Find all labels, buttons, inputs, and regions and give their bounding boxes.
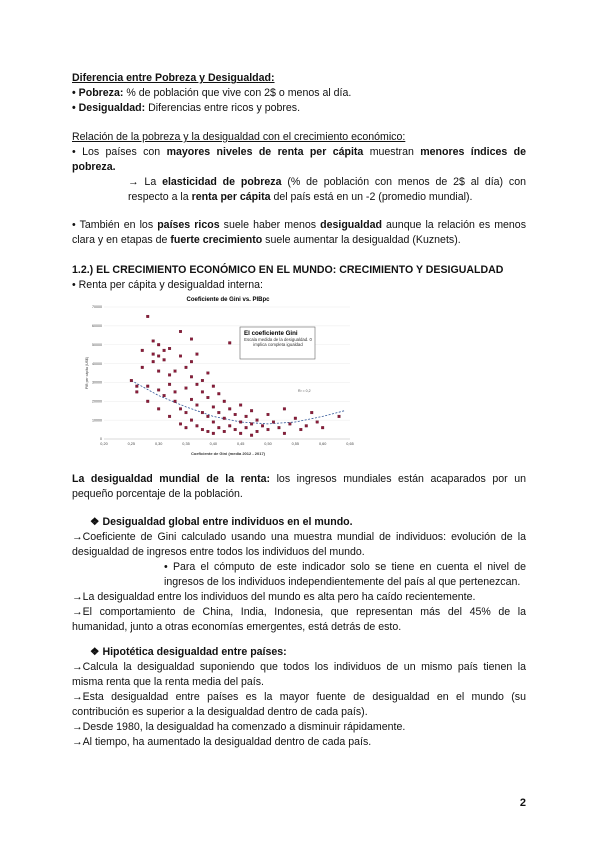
data-point (196, 425, 199, 428)
data-point (163, 359, 166, 362)
inequality-definition: • Desigualdad: Diferencias entre ricos y pobres. (72, 102, 301, 114)
hypothetical-country-inequality (72, 645, 526, 750)
data-point (261, 425, 264, 428)
line-main-source: →Esta desigualdad entre países es la mayor fuente de desigualdad en el mundo (su contribución es superior a la desigualdad dentro de cada país). (72, 691, 526, 718)
data-point (185, 426, 188, 429)
x-tick-label: 0,20 (100, 442, 108, 446)
line-since-1980: →Desde 1980, la desigualdad ha comenzado a disminuir rápidamente. (72, 721, 406, 733)
data-point (218, 392, 221, 395)
data-point (250, 434, 253, 437)
x-tick-label: 0,55 (291, 442, 300, 446)
data-point (256, 419, 259, 422)
chart-legend-box (240, 327, 315, 359)
page-number: 2 (519, 797, 526, 809)
data-point (283, 432, 286, 435)
chart-y-ticks (92, 305, 102, 441)
data-point (212, 385, 215, 388)
data-point (218, 426, 221, 429)
data-point (310, 411, 313, 414)
data-point (239, 421, 242, 424)
data-point (239, 432, 242, 435)
data-point (146, 315, 149, 318)
data-point (196, 383, 199, 386)
y-tick-label: 0 (100, 437, 102, 442)
y-tick-label: 40000 (92, 361, 102, 366)
data-point (294, 417, 297, 420)
heading-country-inequality: ❖ Hipotética desigualdad entre países: (90, 646, 287, 658)
data-point (168, 347, 171, 350)
data-point (163, 349, 166, 352)
growth-relation-section (72, 130, 526, 248)
data-point (130, 379, 133, 382)
data-point (196, 353, 199, 356)
data-point (146, 385, 149, 388)
data-point (267, 428, 270, 431)
poverty-inequality-section (72, 71, 526, 116)
data-point (234, 413, 237, 416)
data-point (239, 404, 242, 407)
data-point (168, 415, 171, 418)
data-point (267, 413, 270, 416)
data-point (157, 408, 160, 411)
data-point (141, 366, 144, 369)
section-heading-growth: 1.2.) EL CRECIMIENTO ECONÓMICO EN EL MUNDO: CRECIMIENTO Y DESIGUALDAD (72, 264, 504, 276)
data-point (245, 415, 248, 418)
data-point (212, 406, 215, 409)
data-point (179, 330, 182, 333)
data-point (179, 423, 182, 426)
data-point (174, 400, 177, 403)
data-point (157, 355, 160, 358)
data-point (207, 430, 210, 433)
data-point (190, 375, 193, 378)
data-point (168, 383, 171, 386)
data-point (179, 408, 182, 411)
data-point (207, 396, 210, 399)
world-income-inequality: La desigualdad mundial de la renta: los ingresos mundiales están acaparados por un pequeño porcentaje de la población. (72, 473, 526, 500)
paragraph-renta: • Los países con mayores niveles de renta per cápita muestran menores índices de pobreza. (72, 146, 527, 173)
line-china-india: →El comportamiento de China, India, Indonesia, que representan más del 45% de la humanidad, junto a otras economías emergentes, está detrás de esto. (72, 606, 526, 633)
data-point (201, 391, 204, 394)
data-point (185, 387, 188, 390)
data-point (250, 409, 253, 412)
data-point (218, 411, 221, 414)
data-point (289, 423, 292, 426)
data-point (174, 370, 177, 373)
data-point (168, 374, 171, 377)
data-point (234, 428, 237, 431)
x-tick-label: 0,35 (182, 442, 190, 446)
data-point (201, 411, 204, 414)
chart-x-ticks (100, 442, 353, 446)
chart-trendline (131, 381, 344, 424)
y-tick-label: 30000 (92, 380, 102, 385)
data-point (223, 400, 226, 403)
data-point (272, 421, 275, 424)
data-point (223, 430, 226, 433)
heading-global-inequality: ❖ Desigualdad global entre individuos en el mundo. (90, 516, 353, 528)
x-tick-label: 0,25 (127, 442, 136, 446)
y-tick-label: 70000 (92, 305, 102, 310)
y-tick-label: 20000 (92, 399, 102, 404)
section-title-difference: Diferencia entre Pobreza y Desigualdad: (72, 72, 275, 84)
data-point (278, 426, 281, 429)
bullet-renta-desigualdad: • Renta per cápita y desigualdad interna: (72, 279, 263, 291)
data-point (201, 428, 204, 431)
growth-section (72, 263, 526, 293)
y-tick-label: 50000 (92, 342, 102, 347)
data-point (185, 411, 188, 414)
data-point (152, 360, 155, 363)
chart-trend-label: R² = 0,2 (298, 389, 311, 393)
line-computation: • Para el cómputo de este indicador solo se tiene en cuenta el nivel de ingresos de los individuos independientemente del país al que pertenezcan. (164, 561, 526, 588)
data-point (174, 391, 177, 394)
global-individual-inequality (72, 515, 526, 635)
data-point (152, 353, 155, 356)
data-point (212, 421, 215, 424)
data-point (196, 404, 199, 407)
paragraph-rich-countries: • También en los países ricos suele haber menos desigualdad aunque la relación es menos clara y en etapas de fuerte crecimiento suele aumentar la desigualdad (Kuznets). (72, 219, 526, 246)
x-tick-label: 0,45 (236, 442, 245, 446)
x-tick-label: 0,60 (318, 442, 327, 446)
data-point (256, 430, 259, 433)
data-point (305, 425, 308, 428)
chart-title: Coeficiente de Gini vs. PIBpc (186, 297, 270, 303)
chart-x-label: Coeficiente de Gini (media 2012 - 2017) (190, 451, 266, 456)
data-point (228, 342, 231, 345)
data-point (157, 370, 160, 373)
data-point (146, 400, 149, 403)
data-point (190, 338, 193, 341)
data-point (136, 385, 139, 388)
data-point (163, 394, 166, 397)
data-point (321, 426, 324, 429)
data-point (185, 366, 188, 369)
y-tick-label: 10000 (92, 418, 102, 423)
data-point (190, 360, 193, 363)
data-point (157, 389, 160, 392)
data-point (316, 421, 319, 424)
data-point (250, 423, 253, 426)
data-point (136, 391, 139, 394)
data-point (223, 417, 226, 420)
data-point (201, 379, 204, 382)
data-point (190, 419, 193, 422)
data-point (212, 432, 215, 435)
line-gini-sample: →Coeficiente de Gini calculado usando una muestra mundial de individuos: evolución de la desigualdad de ingresos entre todos los individuos del mundo. (72, 531, 526, 558)
line-within-country: →Al tiempo, ha aumentado la desigualdad dentro de cada país. (72, 736, 372, 748)
data-point (228, 408, 231, 411)
poverty-definition: • Pobreza: % de población que vive con 2$ o menos al día. (72, 87, 352, 99)
data-point (141, 349, 144, 352)
data-point (190, 398, 193, 401)
data-point (152, 340, 155, 343)
data-point (300, 428, 303, 431)
data-point (338, 415, 341, 418)
legend-text: Escala medida de la desigualdad. 0 implica completa igualdad (244, 337, 312, 347)
section-title-relation: Relación de la pobreza y la desigualdad con el crecimiento económico: (72, 131, 406, 143)
x-tick-label: 0,65 (346, 442, 354, 446)
gini-scatter-chart (78, 293, 360, 458)
data-point (283, 408, 286, 411)
x-tick-label: 0,40 (209, 442, 218, 446)
data-point (245, 426, 248, 429)
data-point (179, 355, 182, 358)
data-point (207, 415, 210, 418)
line-calculation: →Calcula la desigualdad suponiendo que todos los individuos de un mismo país tienen la misma renta que la renta media del país. (72, 661, 526, 688)
data-point (207, 372, 210, 375)
data-point (228, 425, 231, 428)
x-tick-label: 0,50 (264, 442, 272, 446)
data-point (157, 343, 160, 346)
line-high-inequality: →La desigualdad entre los individuos del mundo es alta pero ha caído recientemente. (72, 591, 476, 603)
legend-title: El coeficiente Gini (244, 330, 298, 337)
y-tick-label: 60000 (92, 324, 102, 329)
chart-y-label: PIB per cápita (US$) (85, 356, 89, 390)
x-tick-label: 0,30 (154, 442, 163, 446)
paragraph-elasticity: → La elasticidad de pobreza (% de población con menos de 2$ al día) con respecto a la renta per cápita del país está en un -2 (promedio mundial). (128, 176, 527, 203)
